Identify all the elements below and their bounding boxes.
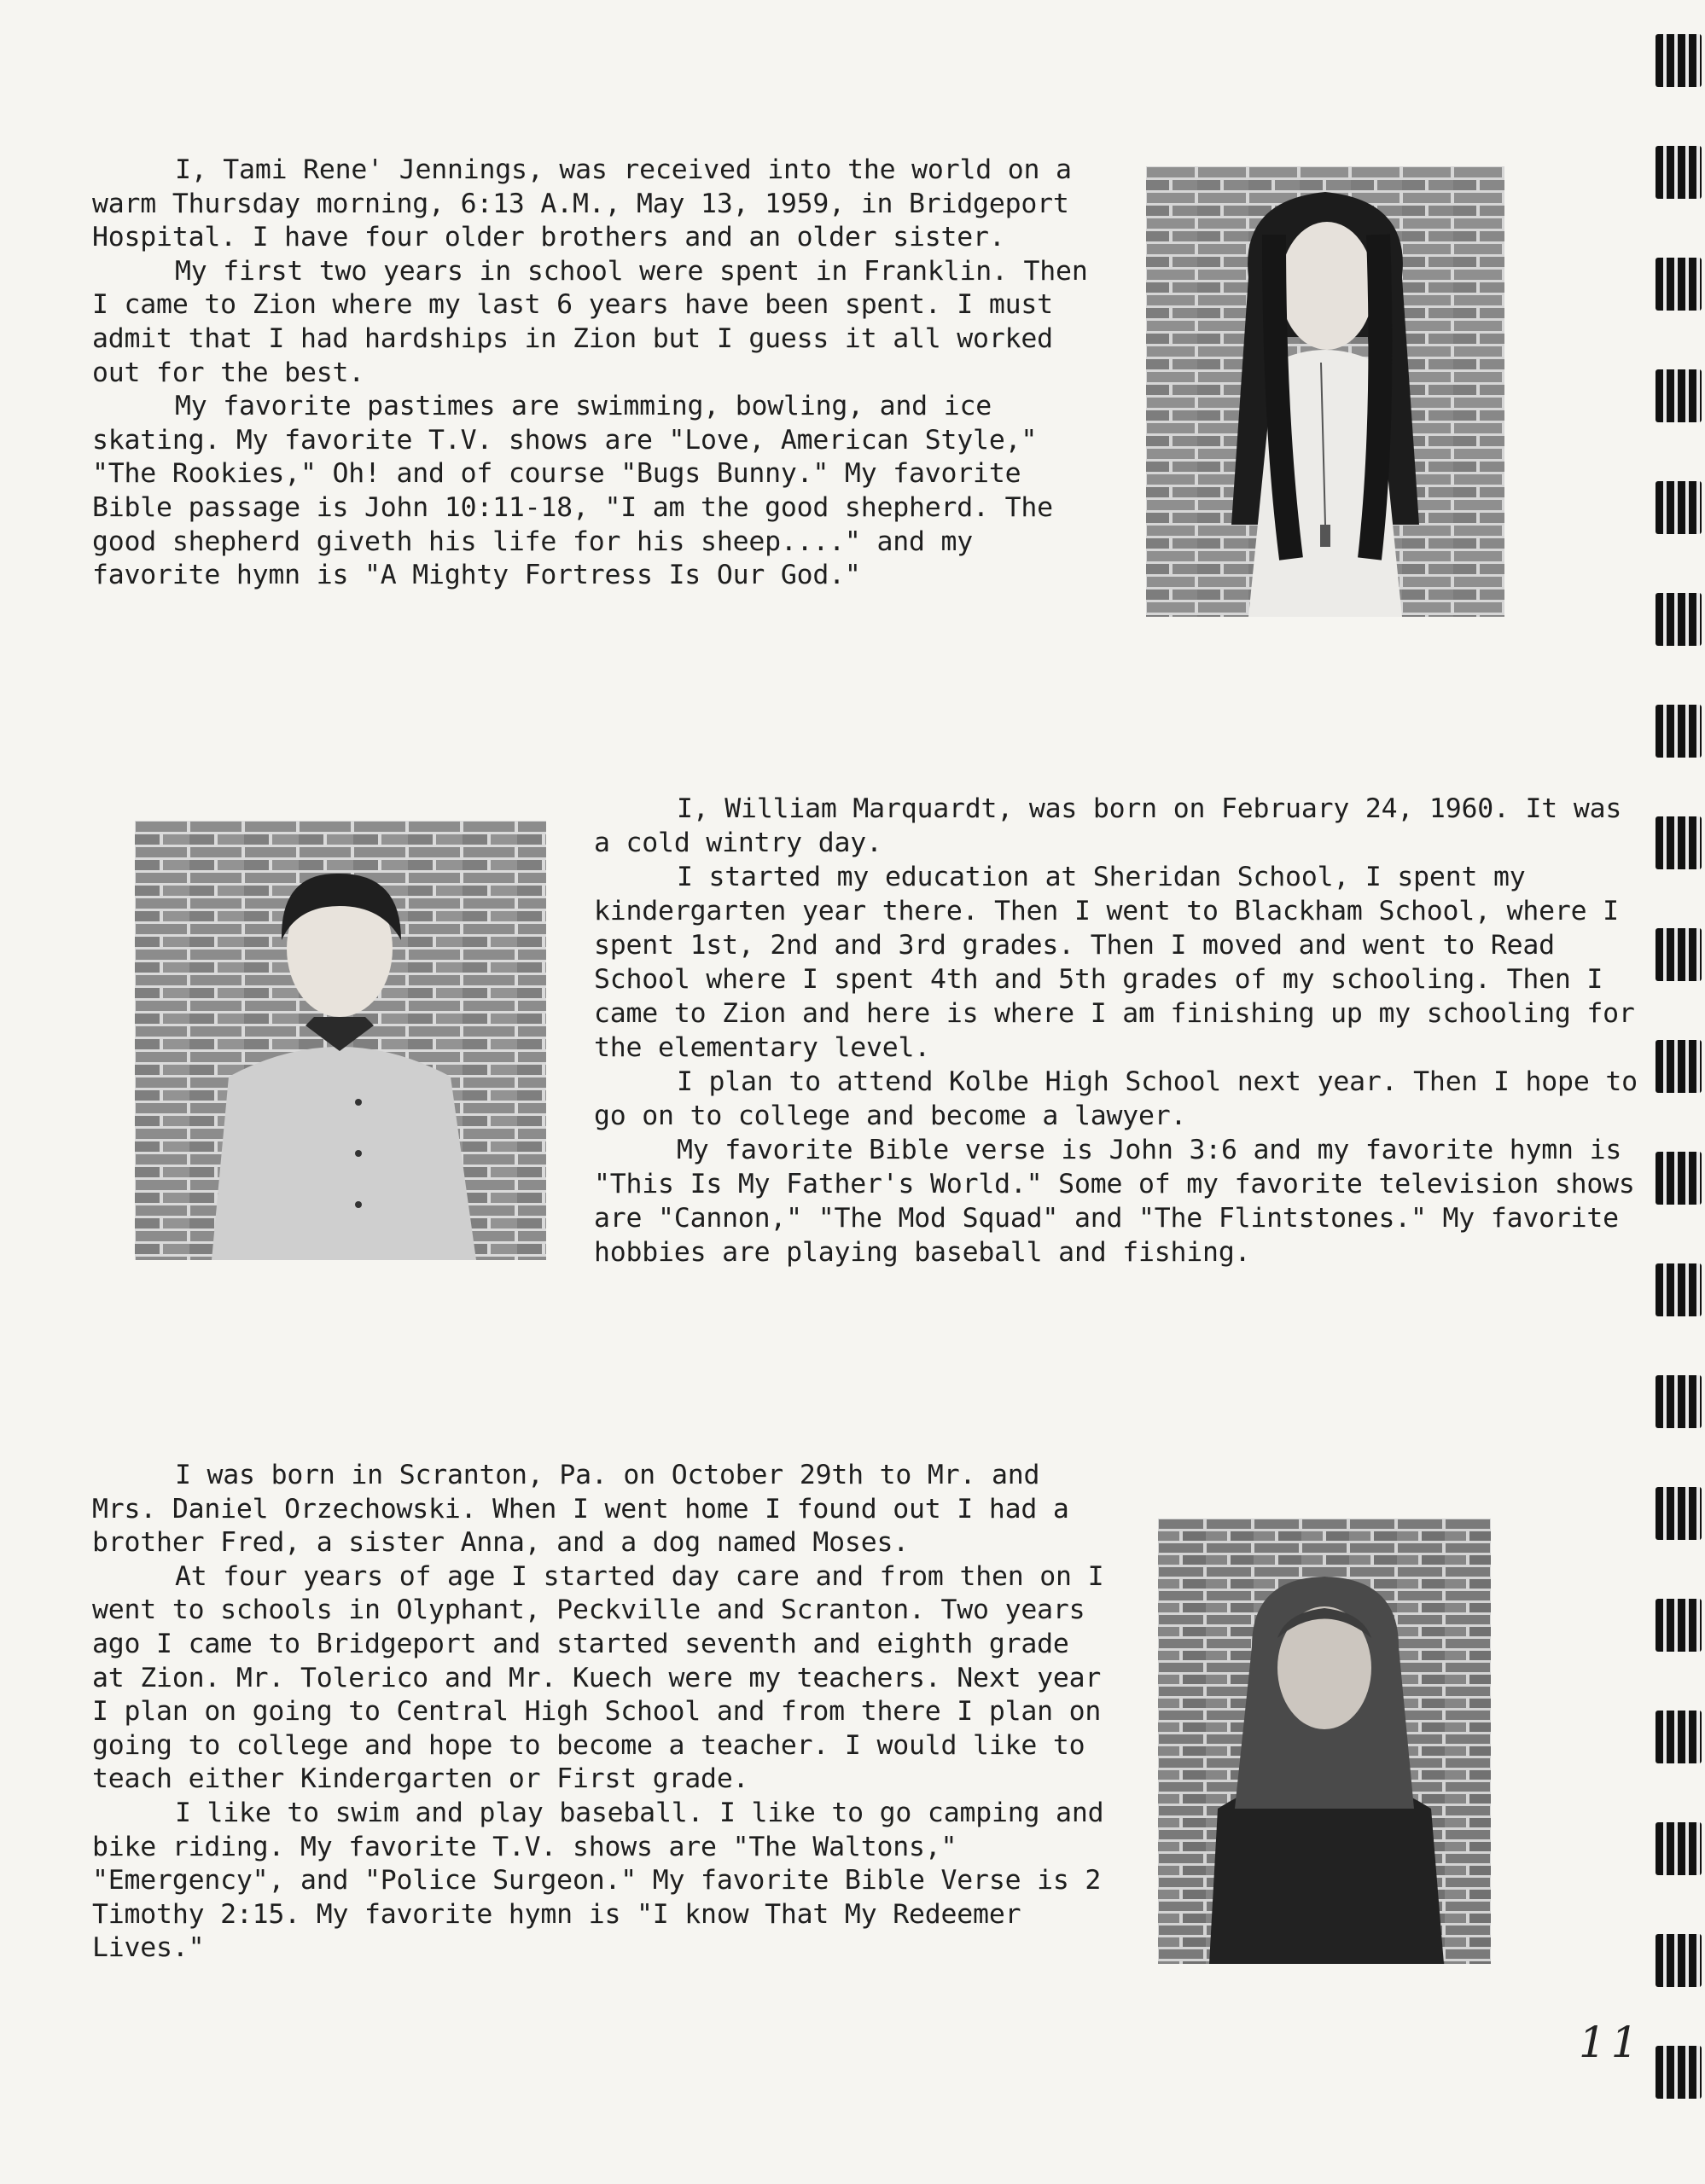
portrait-photo-1: [1146, 166, 1504, 617]
binding-ring: [1656, 593, 1702, 646]
binding-ring: [1656, 481, 1702, 534]
binding-ring: [1656, 1822, 1702, 1875]
binding-ring: [1656, 146, 1702, 199]
binding-ring: [1656, 1711, 1702, 1763]
binding-ring: [1656, 1934, 1702, 1987]
binding-ring: [1656, 816, 1702, 869]
bio-paragraph: At four years of age I started day care and from then on I went to schools in Olyphant, Peckville and Scranton. Two years ago I came to Bridgeport and started seventh and eighth grade at Zion. Mr. Tolerico and Mr. Kuech were my teachers. Next year I plan on going to Central High School and from there I plan on going to college and hope to become a teacher. I would like to teach either Kindergarten or First grade.: [92, 1560, 1104, 1795]
binding-ring: [1656, 1487, 1702, 1540]
bio-paragraph: I was born in Scranton, Pa. on October 29th to Mr. and Mrs. Daniel Orzechowski. When I went home I found out I had a brother Fred, a sister Anna, and a dog named Moses.: [92, 1460, 1069, 1559]
binding-ring: [1656, 1152, 1702, 1205]
bio-paragraph: I like to swim and play baseball. I like to go camping and bike riding. My favorite T.V. shows are "The Waltons," "Emergency", and "Police Surgeon." My favorite Bible Verse is 2 Timothy 2:15. My favorite hymn is "I know That My Redeemer Lives.": [92, 1797, 1104, 1964]
bio-paragraph: My first two years in school were spent in Franklin. Then I came to Zion where my last 6 years have been spent. I must admit that I had hardships in Zion but I guess it all worked out for the best.: [92, 255, 1088, 388]
bio-paragraph: I started my education at Sheridan School, I spent my kindergarten year there. Then I went to Blackham School, where I spent 1st, 2nd and 3rd grades. Then I moved and went to Read School where I spent 4th and 5th grades of my schooling. Then I came to Zion and here is where I am finishing up my schooling for the elementary level.: [594, 862, 1635, 1063]
bio-paragraph: My favorite pastimes are swimming, bowling, and ice skating. My favorite T.V. shows are "Love, American Style," "The Rookies," Oh! and of course "Bugs Bunny." My favorite Bible passage is John 10:11-18, "I am the good shepherd. The good shepherd giveth his life for his sheep...." and my favorite hymn is "A Mighty Fortress Is Our God.": [92, 391, 1053, 591]
binding-ring: [1656, 1263, 1702, 1316]
bio-entry-1: [92, 154, 1103, 593]
binding-ring: [1656, 1375, 1702, 1428]
binding-ring: [1656, 928, 1702, 981]
binding-ring: [1656, 2046, 1702, 2099]
bio-paragraph: My favorite Bible verse is John 3:6 and my favorite hymn is "This Is My Father's World." Some of my favorite television shows are "Cannon," "The Mod Squad" and "The Flintstones." My favorite hobbies are playing baseball and fishing.: [594, 1135, 1635, 1268]
binding-ring: [1656, 705, 1702, 758]
bio-paragraph: I, Tami Rene' Jennings, was received into the world on a warm Thursday morning, 6:13 A.M., May 13, 1959, in Bridgeport Hospital. I have four older brothers and an older sister.: [92, 154, 1072, 253]
spiral-binding: [1647, 0, 1705, 2184]
binding-ring: [1656, 34, 1702, 87]
bio-entry-3: [92, 1459, 1108, 1966]
bio-paragraph: I plan to attend Kolbe High School next year. Then I hope to go on to college and become a lawyer.: [594, 1066, 1638, 1131]
binding-ring: [1656, 258, 1702, 311]
page-number: 11: [1579, 2018, 1644, 2067]
portrait-photo-2: [135, 821, 546, 1260]
binding-ring: [1656, 1040, 1702, 1093]
bio-paragraph: I, William Marquardt, was born on February 24, 1960. It was a cold wintry day.: [594, 793, 1622, 858]
bio-entry-2: [594, 792, 1645, 1269]
portrait-photo-3: [1158, 1519, 1491, 1964]
binding-ring: [1656, 369, 1702, 422]
binding-ring: [1656, 1599, 1702, 1652]
